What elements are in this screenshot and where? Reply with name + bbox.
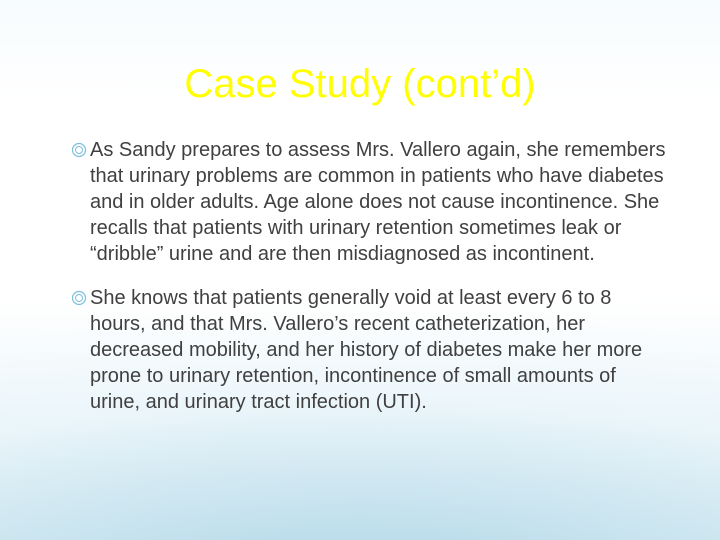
bullet-icon xyxy=(70,140,90,160)
slide-content xyxy=(70,137,670,433)
bullet-item xyxy=(70,137,670,267)
bullet-text: As Sandy prepares to assess Mrs. Vallero again, she remembers that urinary problems are common in patients who have diabetes and in older adults. Age alone does not cause incontinence. She recalls that patients with urinary retention sometimes leak or “dribble” urine and are then misdiagnosed as incontinent. xyxy=(90,139,666,265)
bullet-icon xyxy=(70,288,90,308)
bullet-text: She knows that patients generally void at least every 6 to 8 hours, and that Mrs. Vallero’s recent catheterization, her decreased mobility, and her history of diabetes make her more prone to urinary retention, incontinence of small amounts of urine, and urinary tract infection (UTI). xyxy=(90,287,643,413)
bullet-item xyxy=(70,285,670,415)
slide-title: Case Study (cont’d) xyxy=(184,62,536,106)
